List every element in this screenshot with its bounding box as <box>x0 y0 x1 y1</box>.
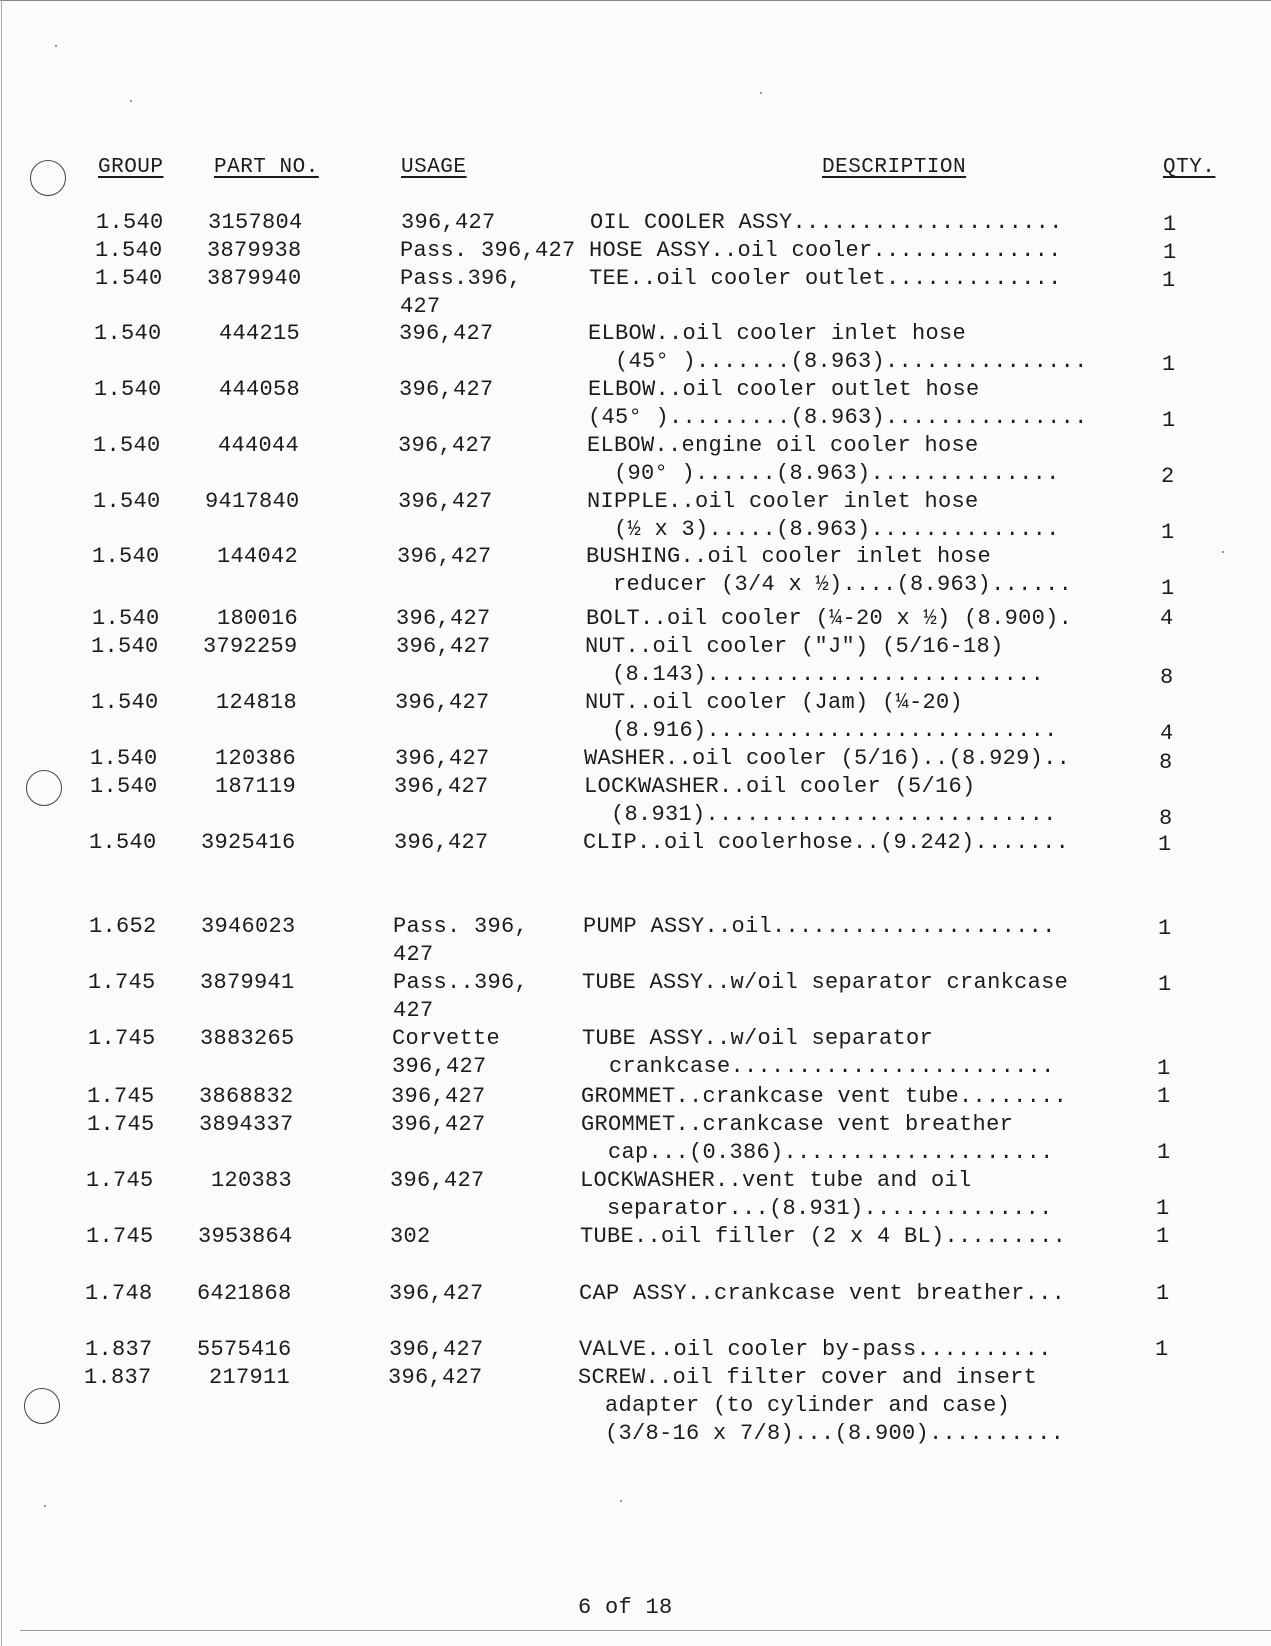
row-group: 1.748 <box>85 1281 153 1306</box>
row-qty: 1 <box>1156 1196 1170 1221</box>
row-group: 1.540 <box>94 321 162 346</box>
row-usage: 396,427 <box>389 1337 484 1362</box>
row-group: 1.540 <box>91 634 159 659</box>
row-part: 444215 <box>219 321 301 346</box>
row-desc: HOSE ASSY..oil cooler.............. <box>589 238 1062 263</box>
row-qty: 1 <box>1162 268 1176 293</box>
row-desc: BOLT..oil cooler (¼-20 x ½) (8.900). <box>586 606 1073 631</box>
row-part: 3953864 <box>198 1224 293 1249</box>
row-part: 9417840 <box>205 489 300 514</box>
header-group: GROUP <box>98 156 164 179</box>
row-part: 187119 <box>215 774 297 799</box>
punch-hole-icon <box>26 770 62 806</box>
row-desc: NUT..oil cooler ("J") (5/16-18) (8.143)......................... <box>585 634 1045 687</box>
row-desc: GROMMET..crankcase vent tube........ <box>581 1084 1068 1109</box>
row-group: 1.540 <box>95 266 163 291</box>
row-desc: LOCKWASHER..vent tube and oil separator...(8.931).............. <box>580 1168 1053 1221</box>
row-desc: NUT..oil cooler (Jam) (¼-20) (8.916).......................... <box>585 690 1058 743</box>
scan-speck <box>620 1500 622 1502</box>
scan-speck <box>760 92 762 94</box>
row-part: 444058 <box>219 377 301 402</box>
row-group: 1.540 <box>90 774 158 799</box>
row-qty: 1 <box>1157 1056 1171 1081</box>
row-desc: BUSHING..oil cooler inlet hose reducer (3/4 x ½)....(8.963)...... <box>586 544 1073 597</box>
row-desc: ELBOW..engine oil cooler hose (90° )......(8.963).............. <box>587 433 1060 486</box>
row-usage: 396,427 <box>398 433 493 458</box>
row-part: 3157804 <box>208 210 303 235</box>
row-part: 444044 <box>218 433 300 458</box>
row-qty: 1 <box>1163 212 1177 237</box>
scan-speck <box>130 100 132 102</box>
row-part: 124818 <box>216 690 298 715</box>
row-usage: Pass. 396,427 <box>400 238 576 263</box>
row-part: 180016 <box>217 606 299 631</box>
row-group: 1.540 <box>93 489 161 514</box>
scan-speck <box>1222 551 1224 553</box>
row-desc: TUBE ASSY..w/oil separator crankcase........................ <box>582 1026 1055 1079</box>
row-qty: 1 <box>1156 1281 1170 1306</box>
row-part: 3894337 <box>199 1112 294 1137</box>
row-group: 1.540 <box>91 690 159 715</box>
row-qty: 1 <box>1162 352 1176 377</box>
row-desc: CLIP..oil coolerhose..(9.242)....... <box>583 830 1070 855</box>
row-group: 1.540 <box>93 433 161 458</box>
row-desc: TUBE..oil filler (2 x 4 BL)......... <box>580 1224 1067 1249</box>
page-top-edge <box>0 0 1271 1</box>
row-group: 1.540 <box>90 746 158 771</box>
row-usage: 396,427 <box>399 377 494 402</box>
row-usage: Pass..396, 427 <box>393 970 529 1023</box>
row-qty: 1 <box>1162 408 1176 433</box>
row-qty: 8 <box>1159 750 1173 775</box>
row-part: 3925416 <box>201 830 296 855</box>
punch-hole-icon <box>24 1388 60 1424</box>
row-qty: 1 <box>1155 1337 1169 1362</box>
row-group: 1.745 <box>87 1112 155 1137</box>
punch-hole-icon <box>30 160 66 196</box>
row-usage: 396,427 <box>395 746 490 771</box>
row-qty: 8 <box>1160 665 1174 690</box>
row-qty: 1 <box>1157 1084 1171 1109</box>
row-usage: 396,427 <box>398 489 493 514</box>
row-usage: 396,427 <box>394 774 489 799</box>
row-part: 120386 <box>215 746 297 771</box>
row-desc: SCREW..oil filter cover and insert adapter (to cylinder and case) (3/8-16 x 7/8)...(8.900).......... <box>578 1365 1065 1446</box>
row-group: 1.540 <box>96 210 164 235</box>
scan-speck <box>44 1505 46 1507</box>
row-desc: WASHER..oil cooler (5/16)..(8.929).. <box>584 746 1071 771</box>
row-qty: 1 <box>1163 240 1177 265</box>
row-usage: 396,427 <box>390 1168 485 1193</box>
scan-speck <box>55 45 57 47</box>
page-bottom-edge <box>20 1630 1271 1631</box>
row-usage: Pass.396, 427 <box>400 266 522 319</box>
row-group: 1.540 <box>89 830 157 855</box>
row-qty: 1 <box>1158 832 1172 857</box>
row-part: 217911 <box>209 1365 291 1390</box>
row-part: 3868832 <box>199 1084 294 1109</box>
row-qty: 4 <box>1160 606 1174 631</box>
row-usage: 302 <box>390 1224 431 1249</box>
row-group: 1.745 <box>86 1168 154 1193</box>
row-group: 1.745 <box>88 970 156 995</box>
row-qty: 8 <box>1159 806 1173 831</box>
row-qty: 2 <box>1161 464 1175 489</box>
row-desc: OIL COOLER ASSY.................... <box>590 210 1063 235</box>
row-group: 1.540 <box>94 377 162 402</box>
row-desc: TUBE ASSY..w/oil separator crankcase <box>582 970 1069 995</box>
row-group: 1.652 <box>89 914 157 939</box>
row-usage: 396,427 <box>401 210 496 235</box>
row-part: 144042 <box>217 544 299 569</box>
row-group: 1.837 <box>85 1337 153 1362</box>
row-usage: Pass. 396, 427 <box>393 914 529 967</box>
row-usage: 396,427 <box>389 1281 484 1306</box>
row-desc: LOCKWASHER..oil cooler (5/16) (8.931).......................... <box>584 774 1057 827</box>
header-description: DESCRIPTION <box>822 156 967 179</box>
row-group: 1.745 <box>88 1026 156 1051</box>
page-left-edge <box>1 0 2 1646</box>
row-part: 3946023 <box>201 914 296 939</box>
row-qty: 1 <box>1158 972 1172 997</box>
row-desc: PUMP ASSY..oil..................... <box>583 914 1056 939</box>
row-usage: 396,427 <box>391 1084 486 1109</box>
row-usage: Corvette 396,427 <box>392 1026 501 1079</box>
row-desc: GROMMET..crankcase vent breather cap...(0.386).................... <box>581 1112 1054 1165</box>
row-group: 1.540 <box>92 544 160 569</box>
row-qty: 1 <box>1161 520 1175 545</box>
row-desc: NIPPLE..oil cooler inlet hose (½ x 3).....(8.963).............. <box>587 489 1060 542</box>
row-desc: ELBOW..oil cooler outlet hose (45° ).........(8.963)............... <box>588 377 1088 430</box>
row-group: 1.837 <box>84 1365 152 1390</box>
row-usage: 396,427 <box>396 634 491 659</box>
row-usage: 396,427 <box>388 1365 483 1390</box>
header-qty: QTY. <box>1163 156 1216 179</box>
row-part: 5575416 <box>197 1337 292 1362</box>
row-desc: TEE..oil cooler outlet............. <box>589 266 1062 291</box>
row-group: 1.540 <box>92 606 160 631</box>
row-group: 1.540 <box>95 238 163 263</box>
row-desc: CAP ASSY..crankcase vent breather... <box>579 1281 1066 1306</box>
row-desc: ELBOW..oil cooler inlet hose (45° ).......(8.963)............... <box>588 321 1088 374</box>
row-usage: 396,427 <box>397 544 492 569</box>
row-usage: 396,427 <box>396 606 491 631</box>
row-part: 6421868 <box>197 1281 292 1306</box>
header-usage: USAGE <box>401 156 467 179</box>
row-desc: VALVE..oil cooler by-pass.......... <box>579 1337 1052 1362</box>
row-usage: 396,427 <box>399 321 494 346</box>
row-qty: 1 <box>1157 1140 1171 1165</box>
row-usage: 396,427 <box>391 1112 486 1137</box>
row-qty: 1 <box>1156 1224 1170 1249</box>
row-group: 1.745 <box>86 1224 154 1249</box>
row-part: 120383 <box>211 1168 293 1193</box>
row-part: 3879938 <box>207 238 302 263</box>
row-part: 3792259 <box>203 634 298 659</box>
row-usage: 396,427 <box>394 830 489 855</box>
row-qty: 4 <box>1160 721 1174 746</box>
row-group: 1.745 <box>87 1084 155 1109</box>
row-usage: 396,427 <box>395 690 490 715</box>
row-part: 3879940 <box>207 266 302 291</box>
row-qty: 1 <box>1161 576 1175 601</box>
page-number: 6 of 18 <box>578 1595 673 1620</box>
header-part-no: PART NO. <box>214 156 319 179</box>
row-part: 3879941 <box>200 970 295 995</box>
row-part: 3883265 <box>200 1026 295 1051</box>
row-qty: 1 <box>1158 916 1172 941</box>
